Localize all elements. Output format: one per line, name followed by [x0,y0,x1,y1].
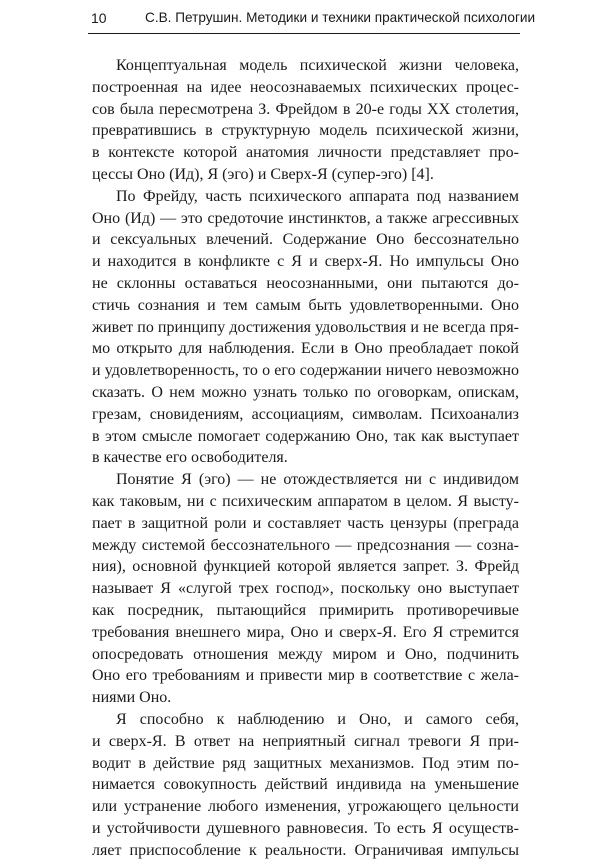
text-line: Концептуальная модель психической жизни человека, [116,57,519,74]
text-line: и сексуальных влечений. Содержание Оно бессознательно [92,231,519,249]
text-line: и удовлетворенность, то о его содержании ничего невозможно [92,362,519,380]
text-line: между системой бессознательного — предсознания — созна- [92,536,519,554]
text-line: По Фрейду, часть психического аппарата под названием [116,187,519,205]
text-line: не склонны оставаться неосознанными, они пытаются до- [92,274,519,292]
text-line: сов была пересмотрена З. Фрейдом в 20-е годы ХХ столетия, [92,100,519,118]
text-line: сказать. О нем можно узнать только по оговоркам, опискам, [92,383,519,401]
text-line: нимается совокупность действий индивида на уменьшение [92,776,519,794]
text-line: и находится в конфликте с Я и сверх-Я. Но импульсы Оно [92,253,519,271]
text-line: и устойчивости душевного равновесия. То есть Я осуществ- [92,819,519,837]
header-rule [88,33,520,34]
text-line: и сверх-Я. В ответ на неприятный сигнал тревоги Я при- [92,732,519,750]
paragraph [92,709,519,861]
text-line: построенная на идее неосознаваемых психических процес- [92,78,519,96]
text-line: Оно его требованиям и привести мир в соответствие с жела- [92,667,519,685]
text-line: ляет приспособление к реальности. Ограничивая импульсы [92,841,519,859]
text-line: в качестве его освободителя. [92,449,288,467]
text-line: мо открыто для наблюдения. Если в Оно преобладает покой [92,340,519,358]
text-line: или устранение любого изменения, угрожающего цельности [92,798,519,816]
text-line: в этом смысле помогает содержанию Оно, так как выступает [92,427,519,445]
text-line: стичь сознания и тем самым быть удовлетворенными. Оно [92,296,519,314]
text-line: грезам, сновидениям, ассоциациям, символам. Психоанализ [92,405,519,423]
text-line: живет по принципу достижения удовольствия и не всегда пря- [92,318,519,336]
text-line: называет Я «слугой трех господ», поскольку оно выступает [92,580,519,598]
text-line: требования внешнего мира, Оно и сверх-Я. Его Я стремится [92,623,519,641]
text-line: ниями Оно. [92,689,172,707]
text-line: ния), основной функцией которой является запрет. З. Фрейд [92,558,519,576]
text-line: Понятие Я (эго) — не отождествляется ни с индивидом [116,471,519,489]
running-title: С.В. Петрушин. Методики и техники практической психологии [145,10,536,25]
text-line: превратившись в структурную модель психической жизни, [92,122,519,140]
text-line: опосредовать отношения между миром и Оно, подчинить [92,645,519,663]
text-line: в контексте которой анатомия личности представляет про- [92,144,519,162]
text-line: как посредник, пытающийся примирить противоречивые [92,601,519,619]
text-line: как таковым, ни с психическим аппаратом в целом. Я высту- [92,492,519,510]
paragraph [92,469,519,709]
body-text [92,55,519,861]
text-line: Оно (Ид) — это средоточие инстинктов, а также агрессивных [92,209,519,227]
text-line: водит в действие ряд защитных механизмов. Под этим по- [92,754,519,772]
page-header [0,0,600,36]
text-line: пает в защитной роли и составляет часть цензуры (преграда [92,514,519,532]
text-line: цессы Оно (Ид), Я (эго) и Сверх-Я (супер-эго) [4]. [92,165,434,183]
paragraph [92,55,519,186]
page-number: 10 [91,10,107,26]
text-line: Я способно к наблюдению и Оно, и самого себя, [116,710,519,728]
paragraph [92,186,519,469]
